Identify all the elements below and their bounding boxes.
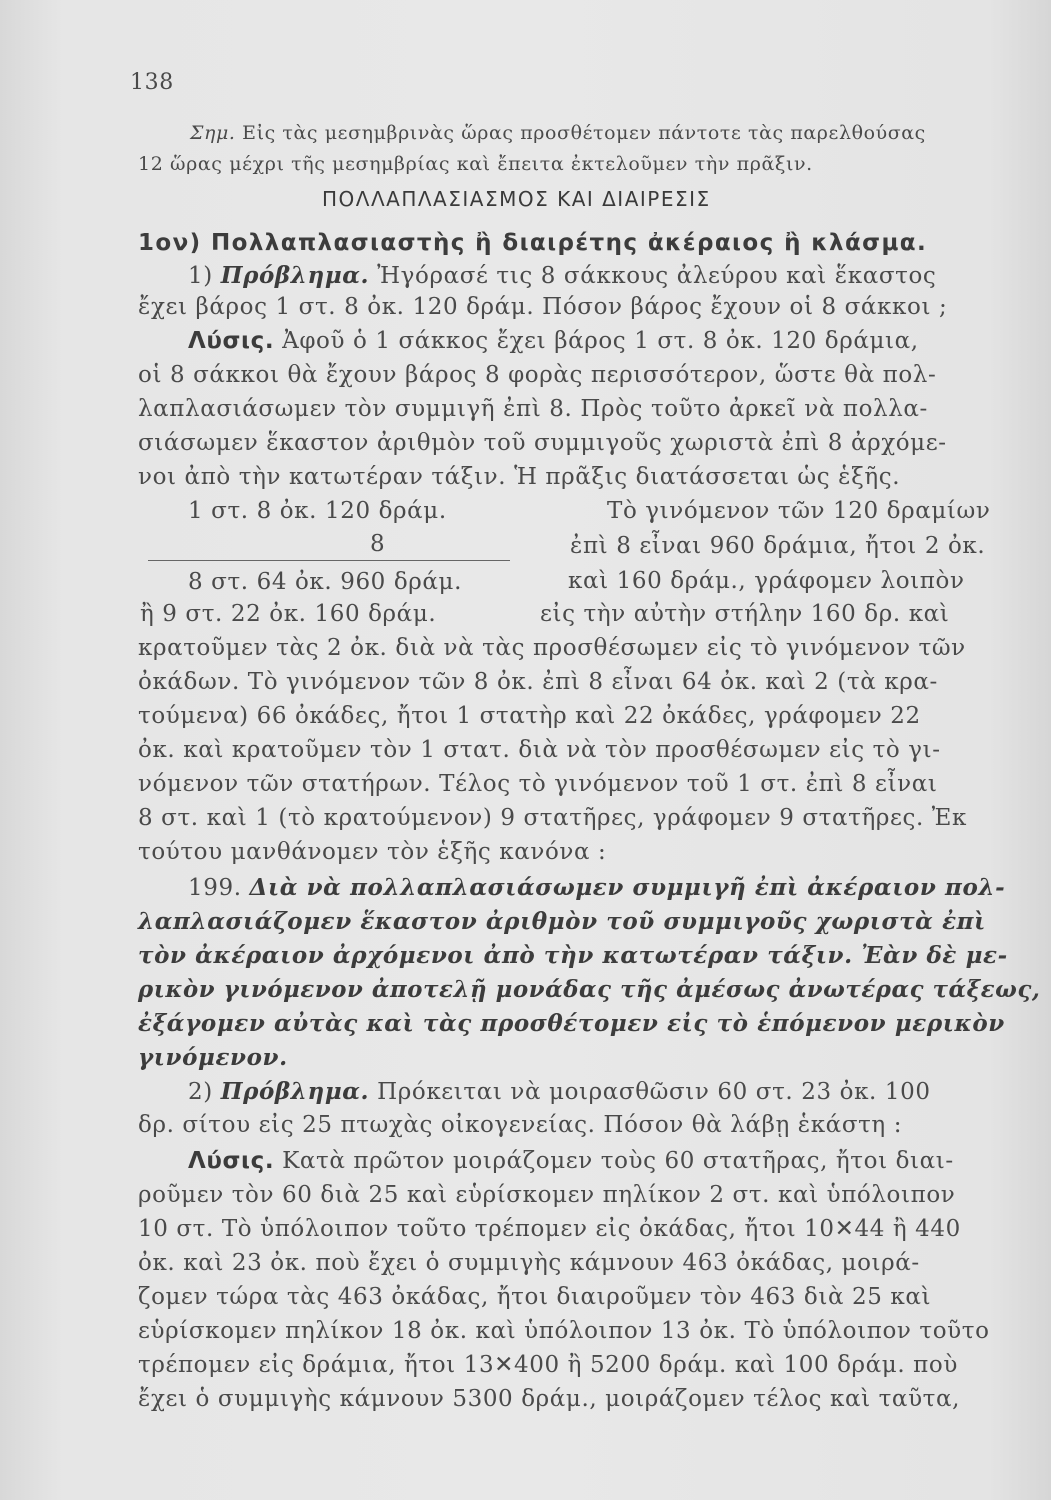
solution-1-line-2: οἱ 8 σάκκοι θὰ ἔχουν βάρος 8 φορὰς περισσότερον, ὥστε θὰ πολ- [138, 362, 937, 388]
calc-row-1: 1 στ. 8 ὀκ. 120 δράμ. [188, 498, 447, 524]
rule-199-text-1: Διὰ νὰ πολλαπλασιάσωμεν συμμιγῆ ἐπὶ ἀκέραιον πολ- [249, 874, 1006, 901]
problem-2-text-1: Πρόκειται νὰ μοιρασθῶσιν 60 στ. 23 ὀκ. 100 [377, 1079, 931, 1105]
rule-199-line-6: γινόμενον. [138, 1044, 288, 1071]
side-text-1: Τὸ γινόμενον τῶν 120 δραμίων [607, 498, 991, 524]
problem-1-label: Πρόβλημα. [220, 262, 370, 289]
rule-199-number: 199. [188, 875, 242, 901]
calc-rule [148, 560, 510, 561]
calc-row-4: ἢ 9 στ. 22 ὀκ. 160 δράμ. [140, 601, 437, 627]
problem-1-line-1 [188, 264, 936, 288]
solution-2-line-4: ὀκ. καὶ 23 ὀκ. ποὺ ἔχει ὁ συμμιγὴς κάμνουν 463 ὀκάδας, μοιρά- [138, 1250, 920, 1276]
problem-2-label: Πρόβλημα. [220, 1078, 370, 1105]
problem-1-number: 1) [188, 263, 213, 289]
solution-1-label: Λύσις. [188, 328, 275, 354]
solution-2-line-6: εὑρίσκομεν πηλίκον 18 ὀκ. καὶ ὑπόλοιπον 13 ὀκ. Τὸ ὑπόλοιπον τοῦτο [138, 1318, 990, 1344]
solution-2-line-3: 10 στ. Τὸ ὑπόλοιπον τοῦτο τρέπομεν εἰς ὀκάδας, ἤτοι 10✕44 ἢ 440 [138, 1216, 961, 1242]
solution-2-line-2: ροῦμεν τὸν 60 διὰ 25 καὶ εὑρίσκομεν πηλίκον 2 στ. καὶ ὑπόλοιπον [138, 1182, 956, 1208]
note-line-1 [190, 124, 1040, 143]
solution-2-line-1 [188, 1150, 954, 1173]
solution-1-line-4: σιάσωμεν ἕκαστον ἀριθμὸν τοῦ συμμιγοῦς χωριστὰ ἐπὶ 8 ἀρχόμε- [138, 430, 947, 456]
solution-1-text-1: Ἀφοῦ ὁ 1 σάκκος ἔχει βάρος 1 στ. 8 ὀκ. 120 δράμια, [282, 328, 919, 354]
problem-2-line-2: δρ. σίτου εἰς 25 πτωχὰς οἰκογενείας. Πόσον θὰ λάβῃ ἑκάστη : [138, 1112, 903, 1138]
note-line-2: 12 ὥρας μέχρι τῆς μεσημβρίας καὶ ἔπειτα ἐκτελοῦμεν τὴν πρᾶξιν. [138, 153, 813, 175]
problem-2-line-1 [188, 1080, 931, 1104]
solution-2-line-7: τρέπομεν εἰς δράμια, ἤτοι 13✕400 ἢ 5200 δράμ. καὶ 100 δράμ. ποὺ [138, 1352, 958, 1378]
solution-2-line-8: ἔχει ὁ συμμιγὴς κάμνουν 5300 δράμ., μοιράζομεν τέλος καὶ ταῦτα, [138, 1386, 961, 1412]
rule-199-line-1 [188, 876, 1005, 900]
problem-2-number: 2) [188, 1079, 213, 1105]
problem-1-line-2: ἔχει βάρος 1 στ. 8 ὀκ. 120 δράμ. Πόσον βάρος ἔχουν οἱ 8 σάκκοι ; [138, 294, 948, 320]
paragraph-line: νόμενον τῶν στατήρων. Τέλος τὸ γινόμενον τοῦ 1 στ. ἐπὶ 8 εἶναι [138, 771, 938, 797]
paragraph-line: κρατοῦμεν τὰς 2 ὀκ. διὰ νὰ τὰς προσθέσωμεν εἰς τὸ γινόμενον τῶν [138, 635, 966, 661]
subsection-title: 1ον) Πολλαπλασιαστὴς ἢ διαιρέτης ἀκέραιος ἢ κλάσμα. [138, 230, 928, 256]
solution-1-line-1 [188, 330, 919, 353]
note-label: Σημ. [190, 122, 236, 144]
paragraph-line: ὀκάδων. Τὸ γινόμενον τῶν 8 ὀκ. ἐπὶ 8 εἶναι 64 ὀκ. καὶ 2 (τὰ κρα- [138, 669, 938, 695]
side-text-3: καὶ 160 δράμ., γράφομεν λοιπὸν [568, 568, 965, 594]
solution-2-text-1: Κατὰ πρῶτον μοιράζομεν τοὺς 60 στατῆρας, ἤτοι διαι- [282, 1148, 954, 1174]
paragraph-line: τούμενα) 66 ὀκάδες, ἤτοι 1 στατὴρ καὶ 22 ὀκάδες, γράφομεν 22 [138, 703, 921, 729]
page-number: 138 [130, 70, 174, 95]
side-text-4: εἰς τὴν αὐτὴν στήλην 160 δρ. καὶ [540, 601, 950, 627]
rule-199-line-2: λαπλασιάζομεν ἕκαστον ἀριθμὸν τοῦ συμμιγοῦς χωριστὰ ἐπὶ [138, 908, 986, 935]
rule-199-line-4: ρικὸν γινόμενον ἀποτελῇ μονάδας τῆς ἀμέσως ἀνωτέρας τάξεως, [138, 976, 1041, 1003]
rule-199-line-3: τὸν ἀκέραιον ἀρχόμενοι ἀπὸ τὴν κατωτέραν τάξιν. Ἐὰν δὲ με- [138, 942, 1008, 969]
paragraph-line: 8 στ. καὶ 1 (τὸ κρατούμενον) 9 στατῆρες, γράφομεν 9 στατῆρες. Ἐκ [138, 805, 967, 831]
rule-199-line-5: ἐξάγομεν αὐτὰς καὶ τὰς προσθέτομεν εἰς τὸ ἑπόμενον μερικὸν [138, 1010, 1005, 1037]
paragraph-line: ὀκ. καὶ κρατοῦμεν τὸν 1 στατ. διὰ νὰ τὸν προσθέσωμεν εἰς τὸ γι- [138, 737, 941, 763]
note-text-1: Εἰς τὰς μεσημβρινὰς ὥρας προσθέτομεν πάντοτε τὰς παρελθούσας [242, 122, 926, 144]
solution-1-line-5: νοι ἀπὸ τὴν κατωτέραν τάξιν. Ἡ πρᾶξις διατάσσεται ὡς ἑξῆς. [138, 464, 901, 490]
problem-1-text-1: Ἠγόρασέ τις 8 σάκκους ἀλεύρου καὶ ἕκαστος [377, 263, 937, 289]
paragraph-line: τούτου μανθάνομεν τὸν ἑξῆς κανόνα : [138, 839, 607, 865]
solution-2-label: Λύσις. [188, 1148, 275, 1174]
calc-row-3: 8 στ. 64 ὀκ. 960 δράμ. [188, 569, 462, 595]
section-title: ΠΟΛΛΑΠΛΑΣΙΑΣΜΟΣ ΚΑΙ ΔΙΑΙΡΕΣΙΣ [322, 187, 711, 211]
calc-multiplier: 8 [370, 531, 386, 557]
solution-1-line-3: λαπλασιάσωμεν τὸν συμμιγῆ ἐπὶ 8. Πρὸς τοῦτο ἀρκεῖ νὰ πολλα- [138, 396, 928, 422]
side-text-2: ἐπὶ 8 εἶναι 960 δράμια, ἤτοι 2 ὀκ. [570, 533, 986, 559]
solution-2-line-5: ζομεν τώρα τὰς 463 ὀκάδας, ἤτοι διαιροῦμεν τὸν 463 διὰ 25 καὶ [138, 1284, 932, 1310]
